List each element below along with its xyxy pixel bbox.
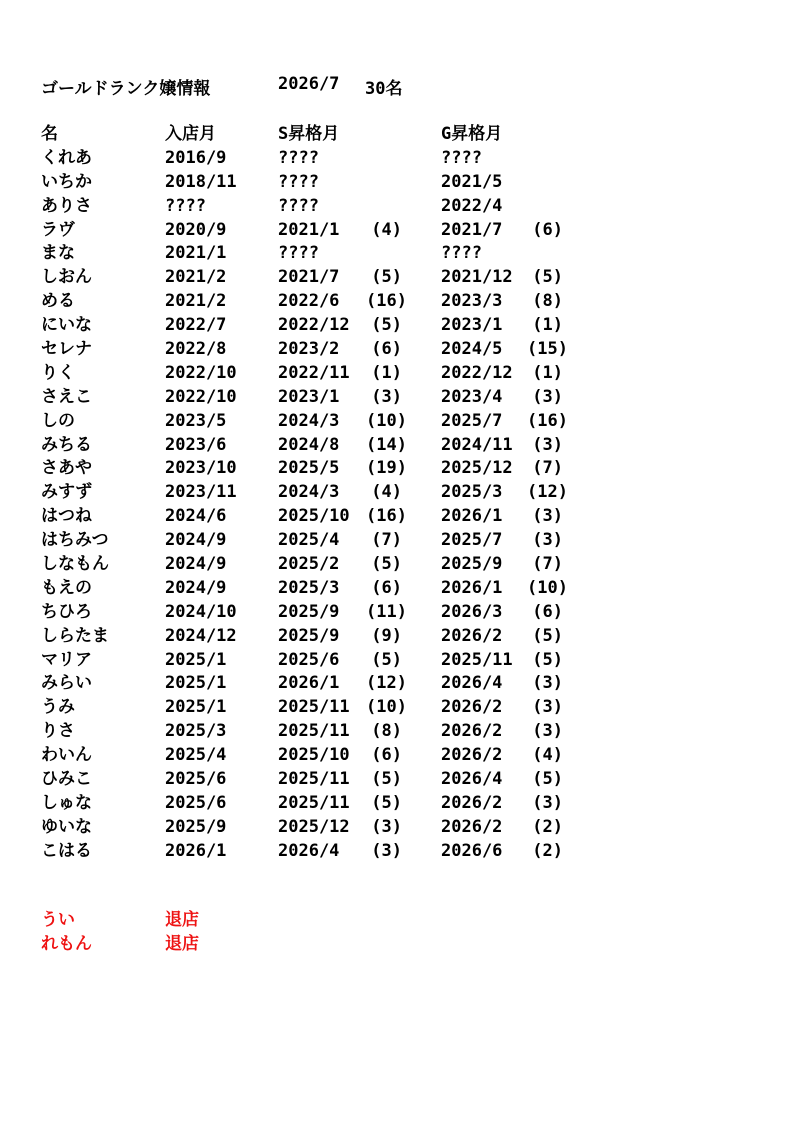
table-row (41, 743, 601, 767)
cell-s-promotion-month: 2025/11 (278, 721, 350, 742)
cell-s-months-elapsed: (9) (371, 625, 402, 646)
cell-s-months-elapsed: (12) (366, 673, 407, 694)
cell-join-month: 2025/1 (165, 649, 227, 670)
cell-s-months-elapsed: (16) (366, 291, 407, 312)
cell-name: こはる (41, 840, 92, 861)
cell-g-promotion-month: 2025/11 (441, 649, 513, 670)
cell-join-month: 2022/10 (165, 362, 237, 383)
cell-g-promotion-month: 2026/4 (441, 673, 503, 694)
staff-count: 30名 (365, 79, 403, 99)
cell-s-months-elapsed: (10) (366, 410, 407, 431)
table-row (41, 170, 601, 194)
cell-g-promotion-month: 2021/7 (441, 219, 503, 240)
cell-name: さあや (41, 458, 92, 479)
cell-join-month: ???? (165, 195, 206, 216)
cell-s-months-elapsed: (6) (371, 339, 402, 360)
retired-name: うい (41, 910, 75, 930)
cell-g-months-elapsed: (2) (532, 816, 563, 837)
cell-s-promotion-month: 2025/2 (278, 554, 340, 575)
cell-join-month: 2022/8 (165, 339, 227, 360)
cell-join-month: 2022/10 (165, 386, 237, 407)
cell-g-promotion-month: 2025/7 (441, 410, 503, 431)
cell-s-promotion-month: 2022/6 (278, 291, 340, 312)
cell-s-months-elapsed: (4) (371, 219, 402, 240)
cell-g-promotion-month: 2026/2 (441, 745, 503, 766)
column-header-name: 名 (41, 124, 58, 144)
cell-s-months-elapsed: (10) (366, 697, 407, 718)
cell-s-promotion-month: ???? (278, 171, 319, 192)
table-row (41, 719, 601, 743)
cell-join-month: 2024/9 (165, 530, 227, 551)
cell-join-month: 2021/1 (165, 243, 227, 264)
cell-s-promotion-month: 2025/9 (278, 625, 340, 646)
cell-name: ありさ (41, 195, 92, 216)
table-row (41, 815, 601, 839)
cell-s-months-elapsed: (5) (371, 267, 402, 288)
cell-name: はちみつ (41, 530, 109, 551)
cell-s-promotion-month: 2025/4 (278, 530, 340, 551)
cell-name: しおん (41, 267, 92, 288)
cell-g-months-elapsed: (3) (532, 673, 563, 694)
cell-name: しらたま (41, 625, 109, 646)
report-date: 2026/7 (278, 74, 340, 94)
cell-g-promotion-month: 2022/4 (441, 195, 503, 216)
cell-g-months-elapsed: (15) (527, 339, 568, 360)
table-row (41, 624, 601, 648)
cell-s-months-elapsed: (5) (371, 792, 402, 813)
retired-row (41, 932, 341, 956)
table-row (41, 194, 601, 218)
cell-name: みちる (41, 434, 92, 455)
cell-join-month: 2024/6 (165, 506, 227, 527)
cell-g-months-elapsed: (3) (532, 697, 563, 718)
cell-join-month: 2018/11 (165, 171, 237, 192)
cell-name: しの (41, 410, 75, 431)
column-header-g-promotion: G昇格月 (441, 124, 503, 144)
table-row (41, 218, 601, 242)
cell-name: セレナ (41, 339, 92, 360)
cell-s-promotion-month: 2025/10 (278, 506, 350, 527)
cell-g-promotion-month: ???? (441, 243, 482, 264)
cell-g-promotion-month: 2025/7 (441, 530, 503, 551)
cell-name: ゆいな (41, 816, 92, 837)
cell-s-months-elapsed: (3) (371, 816, 402, 837)
cell-s-months-elapsed: (5) (371, 649, 402, 670)
cell-s-promotion-month: 2025/5 (278, 458, 340, 479)
cell-s-months-elapsed: (6) (371, 745, 402, 766)
cell-g-months-elapsed: (3) (532, 792, 563, 813)
cell-s-months-elapsed: (3) (371, 386, 402, 407)
cell-s-months-elapsed: (11) (366, 601, 407, 622)
cell-s-promotion-month: 2026/1 (278, 673, 340, 694)
retired-row (41, 908, 341, 932)
cell-s-promotion-month: 2023/2 (278, 339, 340, 360)
cell-g-months-elapsed: (7) (532, 554, 563, 575)
retired-name: れもん (41, 933, 92, 954)
cell-g-promotion-month: 2021/5 (441, 171, 503, 192)
cell-g-months-elapsed: (5) (532, 769, 563, 790)
title-row (41, 74, 741, 98)
cell-name: はつね (41, 506, 92, 527)
cell-name: うみ (41, 697, 75, 718)
cell-g-months-elapsed: (3) (532, 721, 563, 742)
cell-g-promotion-month: 2026/2 (441, 792, 503, 813)
cell-join-month: 2025/6 (165, 792, 227, 813)
cell-g-promotion-month: 2026/4 (441, 769, 503, 790)
cell-join-month: 2025/1 (165, 673, 227, 694)
cell-g-promotion-month: 2022/12 (441, 362, 513, 383)
table-row (41, 337, 601, 361)
table-row (41, 456, 601, 480)
cell-name: いちか (41, 171, 92, 192)
cell-join-month: 2025/4 (165, 745, 227, 766)
cell-name: まな (41, 243, 75, 264)
cell-s-promotion-month: 2021/7 (278, 267, 340, 288)
cell-s-promotion-month: 2025/10 (278, 745, 350, 766)
table-row (41, 671, 601, 695)
column-header-join: 入店月 (165, 124, 216, 144)
cell-s-months-elapsed: (1) (371, 362, 402, 383)
cell-name: りさ (41, 721, 75, 742)
cell-join-month: 2025/6 (165, 769, 227, 790)
cell-g-months-elapsed: (10) (527, 577, 568, 598)
cell-s-promotion-month: 2025/11 (278, 792, 350, 813)
table-row (41, 648, 601, 672)
cell-join-month: 2026/1 (165, 840, 227, 861)
cell-join-month: 2022/7 (165, 315, 227, 336)
cell-s-promotion-month: ???? (278, 147, 319, 168)
cell-join-month: 2024/10 (165, 601, 237, 622)
cell-name: ラヴ (41, 219, 75, 240)
cell-g-promotion-month: 2021/12 (441, 267, 513, 288)
cell-g-months-elapsed: (6) (532, 219, 563, 240)
cell-g-months-elapsed: (1) (532, 362, 563, 383)
cell-s-promotion-month: 2025/9 (278, 601, 340, 622)
cell-join-month: 2023/6 (165, 434, 227, 455)
cell-name: しゅな (41, 792, 92, 813)
cell-g-promotion-month: 2026/2 (441, 816, 503, 837)
cell-name: ひみこ (41, 769, 92, 790)
cell-s-promotion-month: 2025/3 (278, 577, 340, 598)
cell-g-months-elapsed: (7) (532, 458, 563, 479)
cell-g-months-elapsed: (1) (532, 315, 563, 336)
cell-g-months-elapsed: (2) (532, 840, 563, 861)
table-row (41, 767, 601, 791)
cell-name: しなもん (41, 554, 109, 575)
cell-g-promotion-month: 2023/4 (441, 386, 503, 407)
table-row (41, 433, 601, 457)
cell-name: わいん (41, 745, 92, 766)
cell-g-months-elapsed: (6) (532, 601, 563, 622)
table-row (41, 313, 601, 337)
cell-s-months-elapsed: (8) (371, 721, 402, 742)
cell-g-promotion-month: 2026/1 (441, 577, 503, 598)
cell-g-months-elapsed: (8) (532, 291, 563, 312)
page-title: ゴールドランク嬢情報 (41, 79, 211, 99)
cell-name: ちひろ (41, 601, 92, 622)
table-row (41, 361, 601, 385)
cell-s-promotion-month: 2025/11 (278, 769, 350, 790)
cell-name: くれあ (41, 147, 92, 168)
cell-s-promotion-month: 2024/3 (278, 410, 340, 431)
cell-join-month: 2025/3 (165, 721, 227, 742)
cell-s-months-elapsed: (16) (366, 506, 407, 527)
retired-status: 退店 (165, 933, 199, 954)
cell-g-promotion-month: 2024/5 (441, 339, 503, 360)
cell-s-promotion-month: 2022/12 (278, 315, 350, 336)
cell-s-promotion-month: ???? (278, 195, 319, 216)
cell-g-months-elapsed: (3) (532, 434, 563, 455)
cell-g-promotion-month: 2026/1 (441, 506, 503, 527)
cell-s-months-elapsed: (6) (371, 577, 402, 598)
cell-s-promotion-month: 2021/1 (278, 219, 340, 240)
cell-g-months-elapsed: (3) (532, 386, 563, 407)
table-row (41, 576, 601, 600)
cell-g-promotion-month: 2025/3 (441, 482, 503, 503)
cell-join-month: 2020/9 (165, 219, 227, 240)
cell-join-month: 2025/1 (165, 697, 227, 718)
cell-g-months-elapsed: (5) (532, 649, 563, 670)
cell-g-promotion-month: 2026/6 (441, 840, 503, 861)
table-row (41, 146, 601, 170)
cell-s-months-elapsed: (7) (371, 530, 402, 551)
cell-s-promotion-month: 2025/6 (278, 649, 340, 670)
rank-table (41, 122, 601, 863)
cell-g-months-elapsed: (3) (532, 506, 563, 527)
table-header-row (41, 122, 601, 146)
table-row (41, 600, 601, 624)
cell-name: りく (41, 362, 75, 383)
retired-list (41, 908, 341, 956)
table-row (41, 385, 601, 409)
cell-join-month: 2021/2 (165, 267, 227, 288)
cell-g-promotion-month: 2026/2 (441, 721, 503, 742)
cell-join-month: 2024/9 (165, 554, 227, 575)
cell-join-month: 2023/5 (165, 410, 227, 431)
table-row (41, 528, 601, 552)
cell-join-month: 2025/9 (165, 816, 227, 837)
cell-g-promotion-month: 2026/3 (441, 601, 503, 622)
cell-g-promotion-month: 2023/3 (441, 291, 503, 312)
cell-g-promotion-month: 2024/11 (441, 434, 513, 455)
cell-g-months-elapsed: (12) (527, 482, 568, 503)
table-row (41, 791, 601, 815)
table-row (41, 839, 601, 863)
cell-g-promotion-month: 2026/2 (441, 697, 503, 718)
table-row (41, 265, 601, 289)
cell-s-months-elapsed: (4) (371, 482, 402, 503)
cell-join-month: 2021/2 (165, 291, 227, 312)
cell-g-months-elapsed: (5) (532, 625, 563, 646)
cell-g-promotion-month: 2023/1 (441, 315, 503, 336)
cell-g-months-elapsed: (5) (532, 267, 563, 288)
cell-g-months-elapsed: (4) (532, 745, 563, 766)
retired-status: 退店 (165, 910, 199, 930)
table-row (41, 241, 601, 265)
cell-g-promotion-month: 2025/12 (441, 458, 513, 479)
cell-s-promotion-month: 2026/4 (278, 840, 340, 861)
column-header-s-promotion: S昇格月 (278, 124, 340, 144)
cell-g-promotion-month: 2025/9 (441, 554, 503, 575)
cell-join-month: 2016/9 (165, 147, 227, 168)
table-row (41, 504, 601, 528)
cell-g-promotion-month: 2026/2 (441, 625, 503, 646)
cell-g-months-elapsed: (16) (527, 410, 568, 431)
cell-s-promotion-month: 2024/8 (278, 434, 340, 455)
cell-g-months-elapsed: (3) (532, 530, 563, 551)
table-row (41, 409, 601, 433)
cell-join-month: 2024/12 (165, 625, 237, 646)
cell-join-month: 2023/10 (165, 458, 237, 479)
table-row (41, 480, 601, 504)
cell-s-promotion-month: 2024/3 (278, 482, 340, 503)
cell-s-months-elapsed: (5) (371, 554, 402, 575)
cell-s-promotion-month: 2025/11 (278, 697, 350, 718)
cell-s-promotion-month: 2023/1 (278, 386, 340, 407)
cell-join-month: 2024/9 (165, 577, 227, 598)
cell-s-months-elapsed: (14) (366, 434, 407, 455)
cell-name: さえこ (41, 386, 92, 407)
cell-s-promotion-month: 2025/12 (278, 816, 350, 837)
cell-g-promotion-month: ???? (441, 147, 482, 168)
cell-s-promotion-month: ???? (278, 243, 319, 264)
table-row (41, 552, 601, 576)
cell-name: みすず (41, 482, 93, 503)
cell-name: もえの (41, 577, 92, 598)
cell-s-promotion-month: 2022/11 (278, 362, 350, 383)
cell-name: にいな (41, 315, 92, 336)
table-row (41, 695, 601, 719)
cell-name: マリア (41, 649, 92, 670)
cell-s-months-elapsed: (5) (371, 769, 402, 790)
cell-s-months-elapsed: (5) (371, 315, 402, 336)
cell-name: みらい (41, 673, 92, 694)
cell-name: める (41, 291, 75, 312)
cell-s-months-elapsed: (19) (366, 458, 407, 479)
cell-s-months-elapsed: (3) (371, 840, 402, 861)
table-row (41, 289, 601, 313)
cell-join-month: 2023/11 (165, 482, 237, 503)
